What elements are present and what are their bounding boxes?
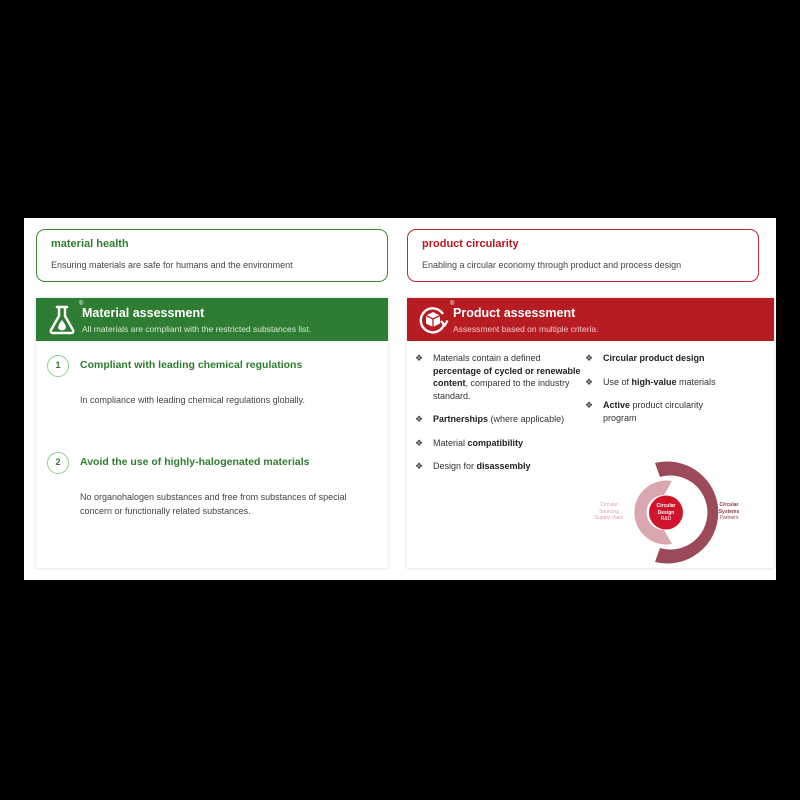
diamond-bullet-icon: ❖ [585,400,594,410]
criteria-list-right [585,352,735,435]
slide-canvas [24,218,776,580]
material-assessment-header [36,298,388,341]
criteria-list-left [415,352,587,484]
circularity-diagram [592,460,772,565]
diamond-bullet-icon: ❖ [415,461,424,471]
diamond-bullet-icon: ❖ [585,353,594,363]
step-title: Avoid the use of highly-halogenated materials [80,456,310,468]
product-assessment-card [407,298,774,568]
diamond-bullet-icon: ❖ [415,353,424,363]
product-assessment-title: Product assessment [453,306,576,320]
material-health-title: material health [51,238,129,250]
diamond-bullet-icon: ❖ [415,414,424,424]
step-description: No organohalogen substances and free from substances of special concern or functionally related substances. [80,492,347,516]
registered-mark: ® [79,301,84,307]
circular-box-icon [416,303,450,337]
step-number-badge: 2 [47,452,69,474]
step-title: Compliant with leading chemical regulations [80,359,303,371]
criteria-item: ❖ Use of high-value materials [585,376,716,387]
step-number-badge: 1 [47,355,69,377]
criteria-item: ❖ Materials contain a defined percentage of cycled or renewable content, compared to the industry standard. [415,353,581,401]
product-assessment-header [407,298,774,341]
criteria-item: ❖ Material compatibility [415,437,524,448]
material-health-description: Ensuring materials are safe for humans and the environment [51,260,293,270]
material-assessment-title: Material assessment [82,306,205,320]
flask-icon [45,303,79,337]
material-assessment-subtitle: All materials are compliant with the restricted substances list. [82,324,312,334]
step-description: In compliance with leading chemical regulations globally. [80,395,305,405]
product-circularity-title: product circularity [422,238,519,250]
diamond-bullet-icon: ❖ [415,437,424,448]
criteria-item: ❖ Active product circularity program [585,400,704,423]
product-circularity-pillar [407,229,759,282]
criteria-item: ❖ Partnerships (where applicable) [415,414,565,424]
product-circularity-description: Enabling a circular economy through product and process design [422,260,682,270]
criteria-item: ❖ Design for disassembly [415,461,531,471]
material-assessment-card [36,298,388,568]
right-label: Circular Systems Partners [718,502,740,521]
criteria-item: ❖ Circular product design [585,353,705,363]
material-health-pillar [36,229,388,282]
product-assessment-subtitle: Assessment based on multiple criteria. [453,324,599,334]
diamond-bullet-icon: ❖ [585,376,594,387]
registered-mark: ® [450,301,455,307]
center-label: Circular Design R&D [656,503,676,522]
left-label: Circular Sourcing Supply chain [594,502,624,521]
